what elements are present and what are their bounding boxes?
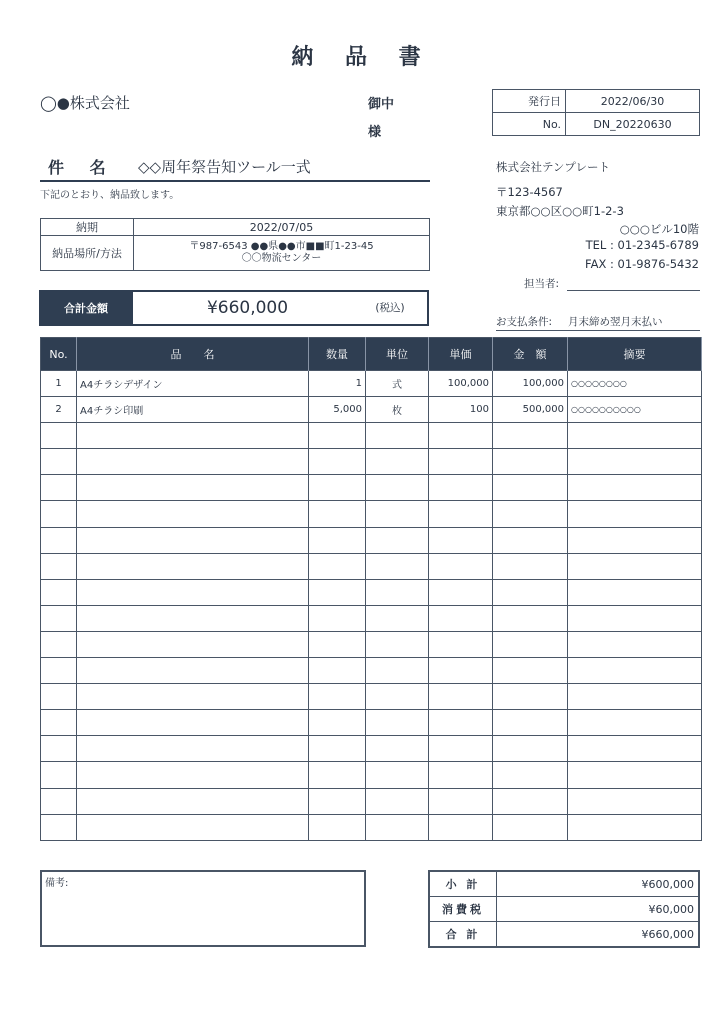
items-header-cell: 品 名	[77, 338, 309, 371]
meta-value: DN_20220630	[566, 113, 700, 136]
table-cell: 枚	[366, 397, 429, 423]
issuer-company: 株式会社テンプレート	[496, 160, 610, 174]
table-cell	[493, 553, 568, 579]
table-cell	[493, 736, 568, 762]
table-cell	[493, 710, 568, 736]
table-cell	[429, 527, 493, 553]
remarks-box	[40, 870, 366, 947]
table-cell	[429, 475, 493, 501]
table-cell	[309, 658, 366, 684]
table-cell	[41, 579, 77, 605]
table-cell	[309, 501, 366, 527]
table-cell	[309, 423, 366, 449]
table-cell	[366, 423, 429, 449]
delivery-place-label: 納品場所/方法	[41, 236, 134, 271]
table-cell	[77, 501, 309, 527]
items-header-cell: 数量	[309, 338, 366, 371]
table-cell	[77, 762, 309, 788]
table-cell	[429, 605, 493, 631]
table-row	[41, 397, 702, 423]
table-cell	[309, 684, 366, 710]
items-header-cell: 摘要	[568, 338, 702, 371]
table-cell	[309, 527, 366, 553]
table-cell	[309, 762, 366, 788]
payment-terms	[496, 314, 700, 331]
table-cell	[366, 736, 429, 762]
table-cell	[366, 710, 429, 736]
table-row-empty	[41, 423, 702, 449]
table-cell	[366, 527, 429, 553]
table-cell	[41, 788, 77, 814]
table-cell	[77, 631, 309, 657]
table-cell	[366, 449, 429, 475]
sum-value: ¥60,000	[497, 897, 700, 922]
sum-row-subtotal	[429, 871, 699, 897]
sums-table	[428, 870, 700, 948]
table-cell	[41, 553, 77, 579]
table-row-empty	[41, 736, 702, 762]
table-cell	[77, 658, 309, 684]
table-row-empty	[41, 449, 702, 475]
items-header-row	[41, 338, 702, 371]
subject-label: 件 名	[48, 158, 116, 177]
table-cell	[493, 501, 568, 527]
table-cell	[77, 684, 309, 710]
issuer-zip: 〒123-4567	[496, 185, 563, 199]
meta-row-number	[493, 113, 700, 136]
table-cell	[568, 605, 702, 631]
recipient-name: ◯●株式会社	[40, 94, 130, 112]
table-cell	[41, 684, 77, 710]
table-cell	[309, 579, 366, 605]
table-cell	[429, 684, 493, 710]
table-cell	[568, 658, 702, 684]
table-cell	[77, 814, 309, 840]
table-cell	[568, 449, 702, 475]
table-cell: 2	[41, 397, 77, 423]
items-header-cell: 単価	[429, 338, 493, 371]
table-cell	[429, 762, 493, 788]
issuer-address-2: ○○○ビル10階	[619, 222, 699, 236]
table-cell	[493, 423, 568, 449]
table-row-empty	[41, 553, 702, 579]
issuer-person-line	[567, 290, 700, 291]
table-cell: 100,000	[493, 371, 568, 397]
sum-label: 消費税	[429, 897, 497, 922]
table-cell	[568, 736, 702, 762]
table-row-empty	[41, 684, 702, 710]
sum-label: 合 計	[429, 922, 497, 948]
table-cell	[41, 501, 77, 527]
delivery-table	[40, 218, 430, 271]
table-cell	[41, 736, 77, 762]
table-cell: ○○○○○○○○○○	[568, 397, 702, 423]
table-cell	[493, 814, 568, 840]
table-cell: 100,000	[429, 371, 493, 397]
table-cell	[77, 736, 309, 762]
table-cell	[77, 527, 309, 553]
table-cell	[77, 475, 309, 501]
delivery-row-date	[41, 219, 430, 236]
table-cell	[493, 605, 568, 631]
sum-value: ¥600,000	[497, 871, 700, 897]
table-cell	[366, 762, 429, 788]
table-cell	[366, 814, 429, 840]
table-cell	[309, 736, 366, 762]
meta-label: 発行日	[493, 90, 566, 113]
table-cell	[41, 710, 77, 736]
table-cell	[429, 631, 493, 657]
table-row-empty	[41, 788, 702, 814]
table-cell	[309, 710, 366, 736]
table-cell: ○○○○○○○○	[568, 371, 702, 397]
table-cell	[429, 579, 493, 605]
table-cell	[429, 736, 493, 762]
table-cell	[366, 658, 429, 684]
table-cell	[41, 527, 77, 553]
table-cell	[41, 762, 77, 788]
issuer-person-label: 担当者:	[524, 278, 560, 290]
table-cell	[493, 475, 568, 501]
table-row-empty	[41, 710, 702, 736]
table-cell: 500,000	[493, 397, 568, 423]
table-cell	[568, 553, 702, 579]
table-cell	[77, 579, 309, 605]
table-cell	[309, 553, 366, 579]
items-header-cell: No.	[41, 338, 77, 371]
table-cell: 1	[309, 371, 366, 397]
table-row-empty	[41, 527, 702, 553]
table-cell	[429, 710, 493, 736]
table-row-empty	[41, 579, 702, 605]
table-cell	[366, 788, 429, 814]
table-cell	[41, 605, 77, 631]
table-cell: 1	[41, 371, 77, 397]
table-cell: A4チラシ印刷	[77, 397, 309, 423]
total-value: ¥660,000	[206, 298, 289, 318]
table-cell	[493, 527, 568, 553]
meta-label: No.	[493, 113, 566, 136]
table-cell	[568, 501, 702, 527]
table-cell: 式	[366, 371, 429, 397]
delivery-place-line-1: 〒987-6543 ●●県●●市■■町1-23-45	[189, 241, 374, 252]
meta-row-date	[493, 90, 700, 113]
delivery-place-value	[134, 236, 430, 271]
table-cell	[366, 501, 429, 527]
sum-value: ¥660,000	[497, 922, 700, 948]
table-cell	[568, 527, 702, 553]
table-cell	[366, 475, 429, 501]
table-cell	[41, 449, 77, 475]
table-row-empty	[41, 475, 702, 501]
table-cell	[41, 631, 77, 657]
table-cell	[41, 475, 77, 501]
table-cell	[568, 423, 702, 449]
table-cell	[493, 684, 568, 710]
issuer-address-1: 東京都○○区○○町1-2-3	[496, 204, 624, 218]
recipient-honorific-person: 様	[368, 125, 382, 140]
items-header-cell: 金 額	[493, 338, 568, 371]
table-cell	[493, 579, 568, 605]
table-cell	[309, 475, 366, 501]
payment-label: お支払条件:	[496, 316, 553, 328]
subject-text: ◇◇周年祭告知ツール一式	[138, 158, 311, 176]
table-cell	[41, 423, 77, 449]
table-cell: A4チラシデザイン	[77, 371, 309, 397]
issuer-fax: FAX : 01-9876-5432	[585, 257, 699, 271]
table-cell	[429, 658, 493, 684]
table-cell	[77, 710, 309, 736]
table-row	[41, 371, 702, 397]
table-cell	[41, 658, 77, 684]
table-cell	[568, 762, 702, 788]
table-cell	[429, 423, 493, 449]
table-cell	[493, 631, 568, 657]
table-row-empty	[41, 631, 702, 657]
table-cell	[366, 605, 429, 631]
remarks-label: 備考:	[45, 878, 69, 889]
table-cell	[493, 762, 568, 788]
table-cell	[77, 605, 309, 631]
subject-underline	[40, 180, 430, 182]
table-cell	[309, 449, 366, 475]
table-cell	[366, 684, 429, 710]
total-label: 合計金額	[39, 290, 133, 326]
items-header-cell: 単位	[366, 338, 429, 371]
payment-value: 月末締め翌月末払い	[568, 316, 663, 328]
delivery-date-value: 2022/07/05	[134, 219, 430, 236]
meta-table	[492, 89, 700, 136]
table-cell	[41, 814, 77, 840]
sum-row-total	[429, 922, 699, 948]
table-cell	[429, 814, 493, 840]
table-cell	[429, 553, 493, 579]
table-cell	[429, 501, 493, 527]
items-table	[40, 337, 702, 841]
table-cell: 5,000	[309, 397, 366, 423]
table-cell: 100	[429, 397, 493, 423]
table-cell	[493, 788, 568, 814]
delivery-row-place	[41, 236, 430, 271]
delivery-date-label: 納期	[41, 219, 134, 236]
issuer-tel: TEL : 01-2345-6789	[585, 238, 699, 252]
delivery-place-line-2: 〇〇物流センター	[241, 253, 322, 264]
table-cell	[309, 814, 366, 840]
table-row-empty	[41, 501, 702, 527]
table-cell	[493, 658, 568, 684]
sum-label: 小 計	[429, 871, 497, 897]
table-row-empty	[41, 658, 702, 684]
table-cell	[568, 579, 702, 605]
document-title: 納 品 書	[291, 45, 433, 70]
table-row-empty	[41, 605, 702, 631]
table-cell	[366, 553, 429, 579]
table-cell	[77, 449, 309, 475]
table-cell	[493, 449, 568, 475]
table-cell	[568, 788, 702, 814]
recipient-honorific-company: 御中	[368, 97, 395, 112]
table-cell	[429, 788, 493, 814]
table-cell	[429, 449, 493, 475]
table-cell	[568, 631, 702, 657]
total-tax-note: (税込)	[375, 302, 405, 314]
table-cell	[568, 710, 702, 736]
table-cell	[366, 579, 429, 605]
table-cell	[568, 684, 702, 710]
table-cell	[568, 814, 702, 840]
table-row-empty	[41, 762, 702, 788]
sum-row-tax	[429, 897, 699, 922]
table-cell	[309, 788, 366, 814]
table-cell	[568, 475, 702, 501]
table-cell	[309, 631, 366, 657]
table-cell	[77, 423, 309, 449]
table-cell	[77, 553, 309, 579]
table-row-empty	[41, 814, 702, 840]
table-cell	[309, 605, 366, 631]
table-cell	[77, 788, 309, 814]
intro-text: 下記のとおり、納品致します。	[40, 190, 180, 201]
table-cell	[366, 631, 429, 657]
meta-value: 2022/06/30	[566, 90, 700, 113]
